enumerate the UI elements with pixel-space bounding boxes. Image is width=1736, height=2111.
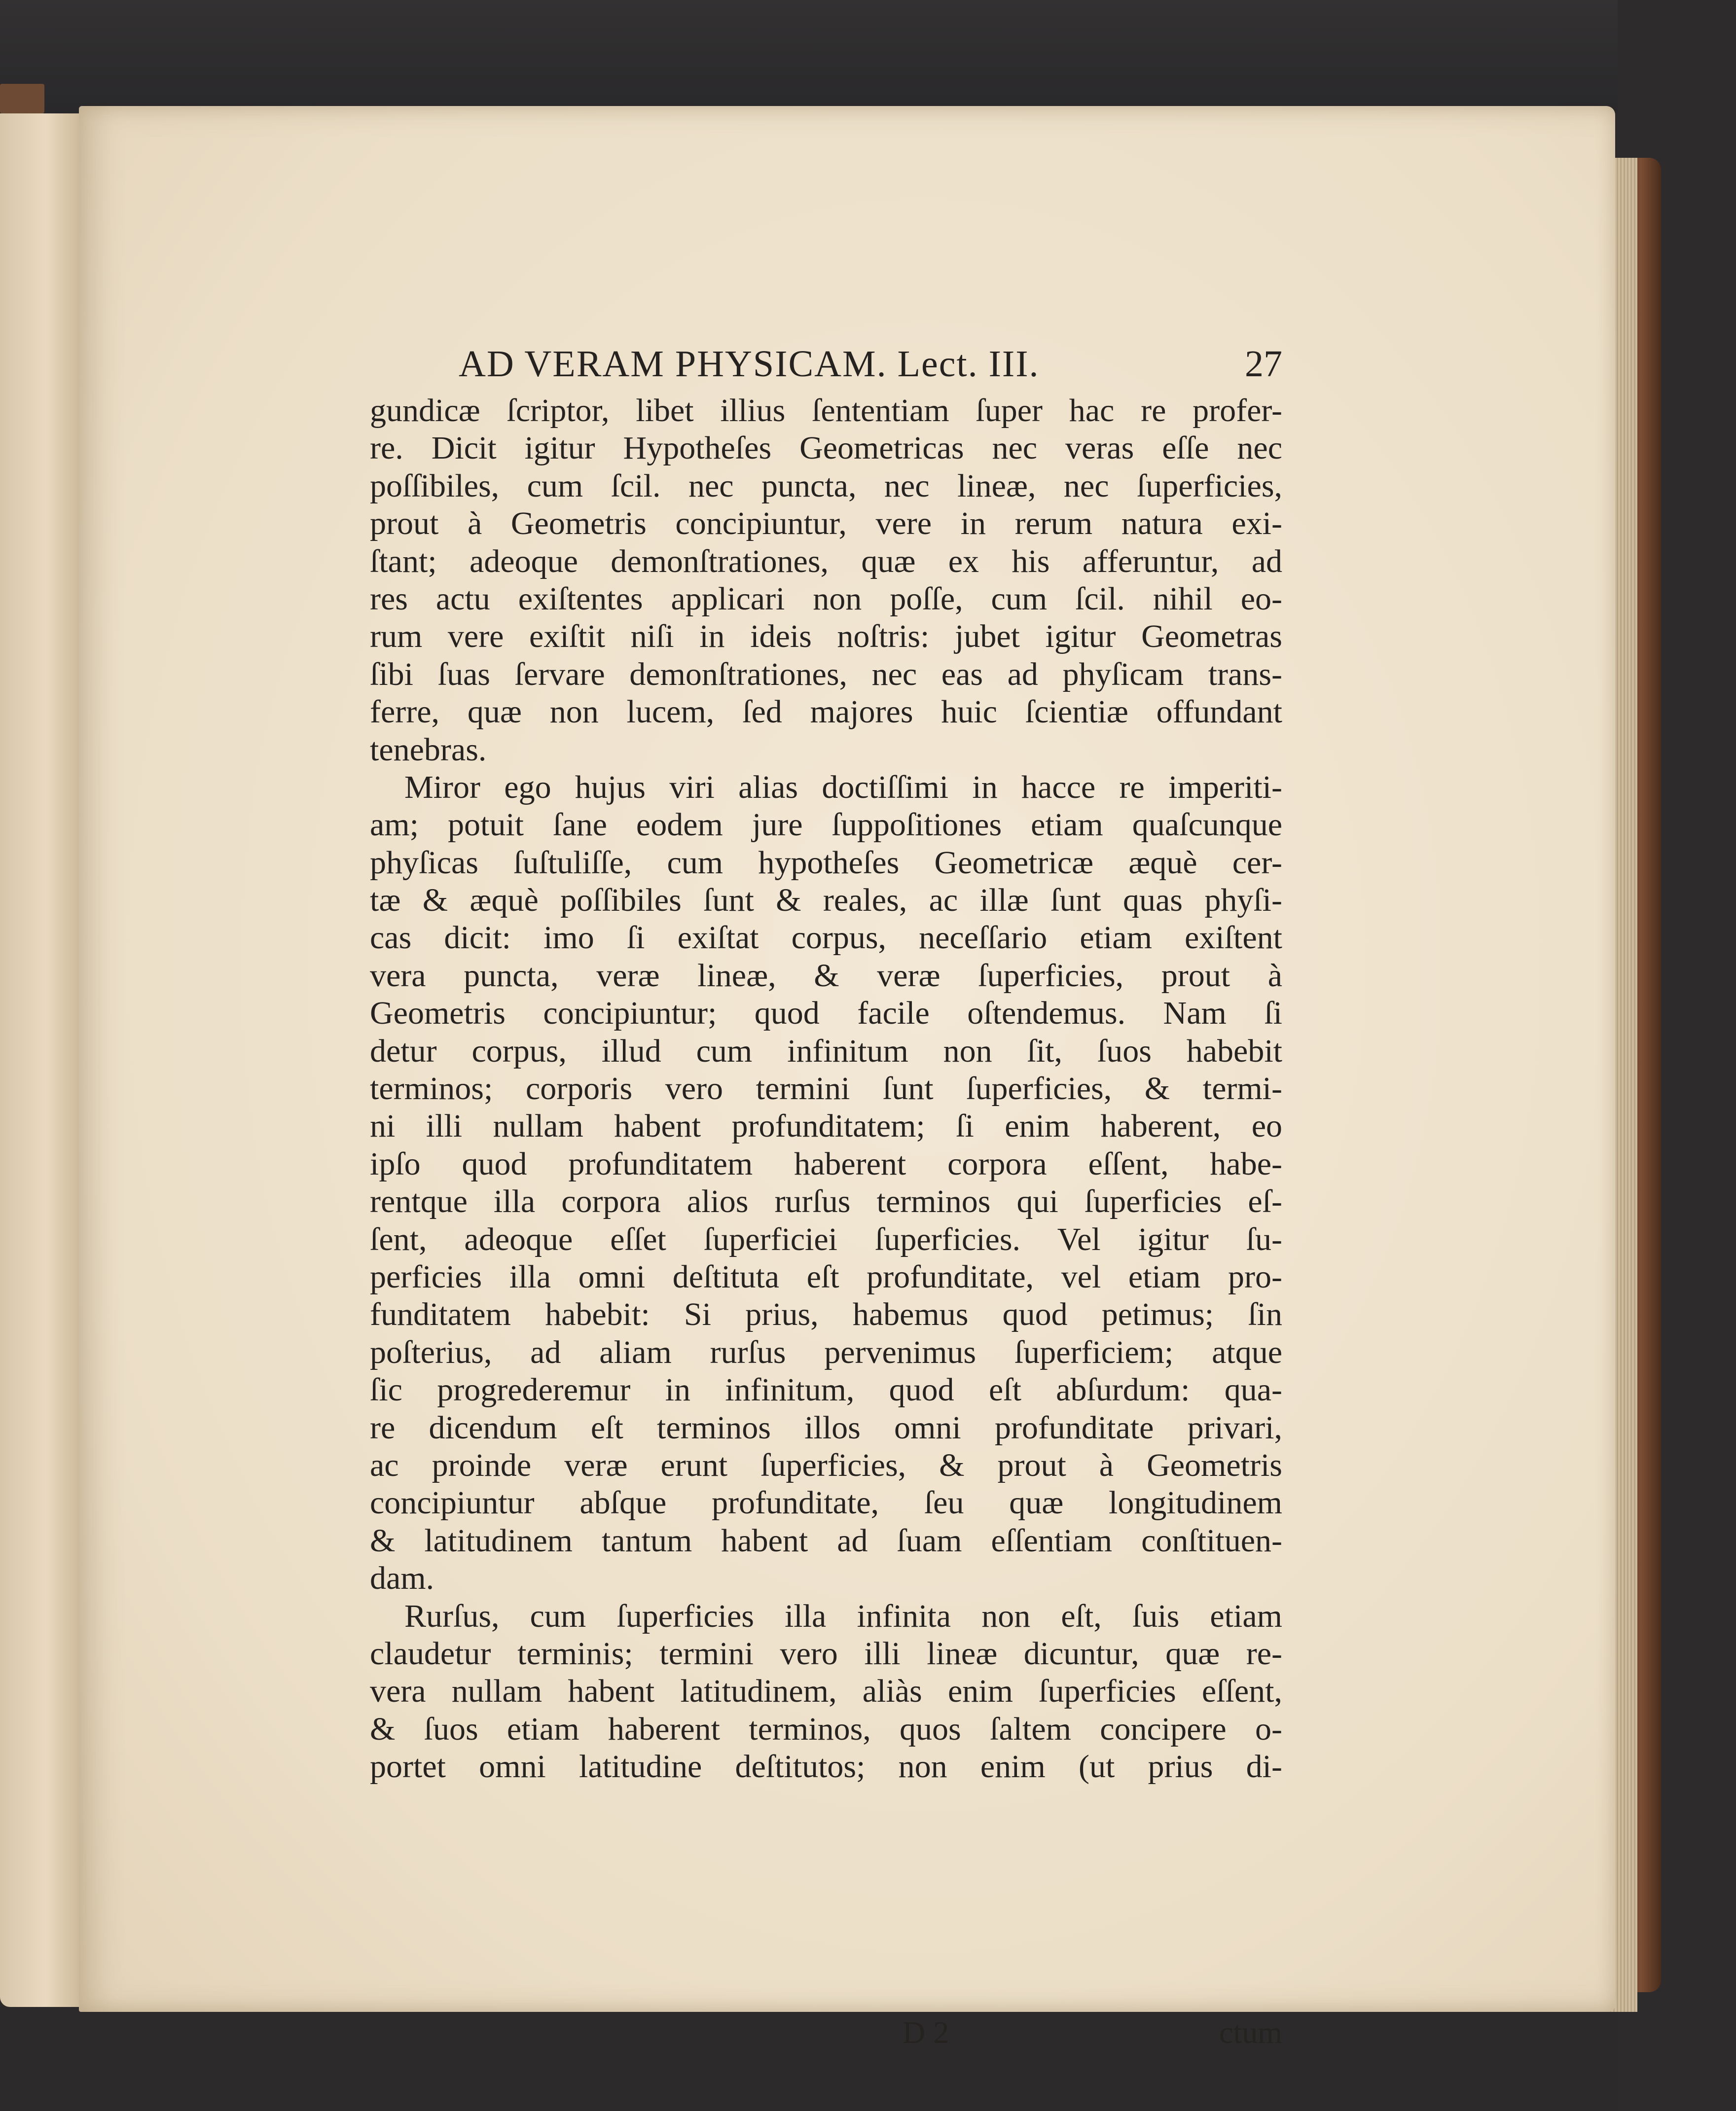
text-line: claudetur terminis; termini vero illi lineæ dicuntur, quæ re- [370,1635,1282,1672]
text-line: concipiuntur abſque profunditate, ſeu quæ longitudinem [370,1485,1282,1521]
signature-mark: D 2 [903,2015,949,2050]
running-head-title: AD VERAM PHYSICAM. Lect. III. [459,343,1040,385]
text-line: ac proinde veræ erunt ſuperficies, & prout à Geometris [370,1447,1282,1483]
text-line: perficies illa omni deſtituta eſt profunditate, vel etiam pro- [370,1258,1282,1295]
text-line: ſent, adeoque eſſet ſuperficiei ſuperficies. Vel igitur ſu- [370,1221,1282,1257]
text-line: ipſo quod profunditatem haberent corpora eſſent, habe- [370,1145,1282,1182]
text-line: ferre, quæ non lucem, ſed majores huic ſcientiæ offundant [370,694,1282,730]
text-line: Rurſus, cum ſuperficies illa infinita non eſt, ſuis etiam [404,1598,1282,1634]
left-page-edge [0,113,84,2007]
text-line: & latitudinem tantum habent ad ſuam eſſentiam conſtituen- [370,1522,1282,1559]
text-line: am; potuit ſane eodem jure ſuppoſitiones etiam quaſcunque [370,807,1282,843]
text-line: Miror ego hujus viri alias doctiſſimi in hacce re imperiti- [404,769,1282,805]
scan-background-top [0,0,1736,113]
text-line: ſtant; adeoque demonſtrationes, quæ ex his afferuntur, ad [370,543,1282,579]
text-line: dam. [370,1560,434,1597]
text-line: portet omni latitudine deſtitutos; non enim (ut prius di- [370,1749,1282,1785]
text-line: res actu exiſtentes applicari non poſſe, cum ſcil. nihil eo- [370,580,1282,617]
text-line: cas dicit: imo ſi exiſtat corpus, neceſſario etiam exiſtent [370,920,1282,956]
text-line: vera nullam habent latitudinem, aliàs enim ſuperficies eſſent, [370,1673,1282,1710]
text-line: phyſicas ſuſtuliſſe, cum hypotheſes Geometricæ æquè cer- [370,844,1282,881]
text-line: vera puncta, veræ lineæ, & veræ ſuperficies, prout à [370,957,1282,994]
text-line: & ſuos etiam haberent terminos, quos ſaltem concipere o- [370,1711,1282,1747]
text-line: rentque illa corpora alios rurſus terminos qui ſuperficies eſ- [370,1183,1282,1220]
text-line: ni illi nullam habent profunditatem; ſi enim haberent, eo [370,1108,1282,1145]
text-line: poſterius, ad aliam rurſus pervenimus ſuperficiem; atque [370,1334,1282,1370]
text-line: terminos; corporis vero termini ſunt ſuperficies, & termi- [370,1071,1282,1107]
text-line: re dicendum eſt terminos illos omni profunditate privari, [370,1409,1282,1446]
text-line: ſic progrederemur in infinitum, quod eſt abſurdum: qua- [370,1372,1282,1408]
text-line: prout à Geometris concipiuntur, vere in rerum natura exi- [370,505,1282,542]
text-line: tæ & æquè poſſibiles ſunt & reales, ac illæ ſunt quas phyſi- [370,882,1282,919]
text-line: poſſibiles, cum ſcil. nec puncta, nec lineæ, nec ſuperficies, [370,467,1282,504]
page-footer [370,2014,1282,2054]
left-cover-edge [0,84,44,113]
text-line: funditatem habebit: Si prius, habemus quod petimus; ſin [370,1296,1282,1333]
page-number: 27 [1245,343,1282,385]
text-line: Geometris concipiuntur; quod facile oſtendemus. Nam ſi [370,995,1282,1032]
text-line: ſibi ſuas ſervare demonſtrationes, nec eas ad phyſicam trans- [370,656,1282,692]
text-line: detur corpus, illud cum infinitum non ſit, ſuos habebit [370,1033,1282,1069]
book-page [79,106,1615,2050]
running-head [370,338,1282,392]
text-line: gundicæ ſcriptor, libet illius ſententiam ſuper hac re profer- [370,393,1282,429]
text-line: tenebras. [370,731,487,768]
text-line: rum vere exiſtit niſi in ideis noſtris: jubet igitur Geometras [370,618,1282,655]
text-line: re. Dicit igitur Hypotheſes Geometricas nec veras eſſe nec [370,430,1282,466]
catchword: ctum [1219,2015,1282,2050]
body-text [370,392,1282,1786]
